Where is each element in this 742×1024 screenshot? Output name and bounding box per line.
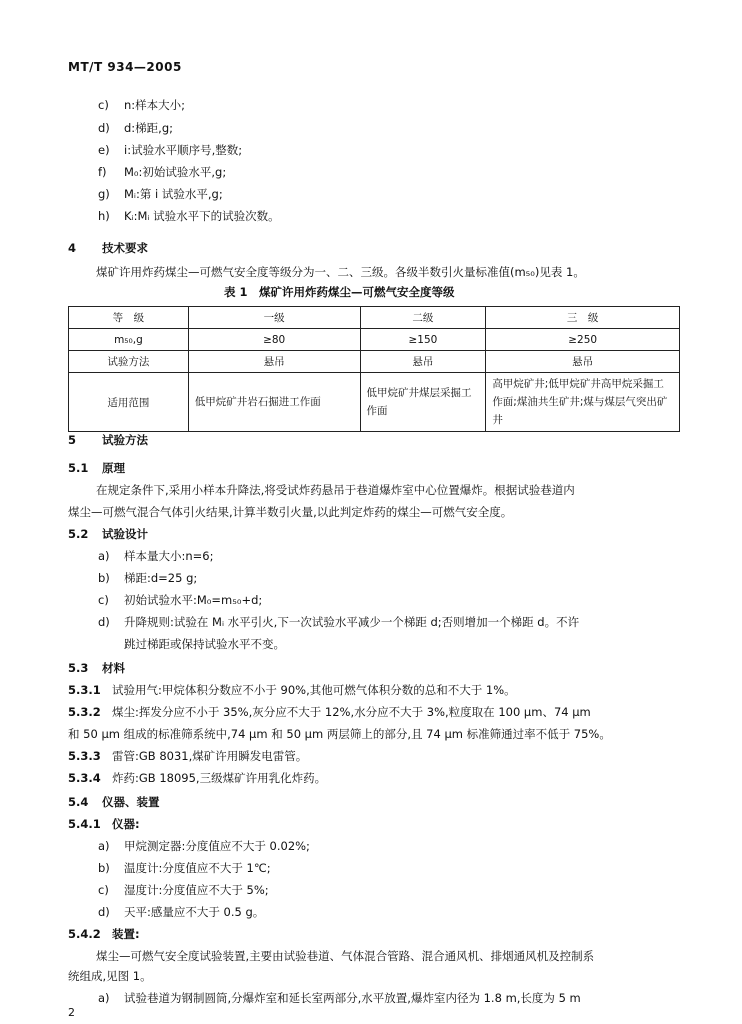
- clause-text: 试验用气:甲烷体积分数应不小于 90%,其他可燃气体积分数的总和不大于 1%。: [112, 683, 516, 697]
- section-number: 5.4.2: [68, 927, 101, 941]
- section-title: 装置:: [112, 927, 140, 941]
- section-title: 原理: [102, 461, 125, 475]
- list-label: d): [98, 905, 110, 919]
- list-text: 初始试验水平:M₀=m₅₀+d;: [124, 593, 263, 607]
- clause-number: 5.3.2: [68, 705, 101, 719]
- list-item: [98, 838, 310, 854]
- section-title: 仪器、装置: [102, 795, 160, 809]
- table-cell: ≥250: [486, 329, 680, 351]
- table-cell: 适用范围: [69, 373, 189, 432]
- table-header-row: [69, 307, 680, 329]
- paragraph-line: 煤尘—可燃气混合气体引火结果,计算半数引火量,以此判定炸药的煤尘—可燃气安全度。: [68, 505, 513, 519]
- paragraph-line: 在规定条件下,采用小样本升降法,将受试炸药悬吊于巷道爆炸室中心位置爆炸。根据试验巷道内: [96, 483, 575, 497]
- page-number: 2: [68, 1006, 75, 1019]
- clause-text: 煤尘:挥发分应不小于 35%,灰分应不大于 12%,水分应不大于 3%,粒度取在 100 μm、74 μm: [112, 705, 591, 719]
- list-item: [98, 97, 185, 113]
- list-item: [98, 164, 226, 180]
- list-text: 升降规则:试验在 Mᵢ 水平引火,下一次试验水平减少一个梯距 d;否则增加一个梯距 d。不许: [124, 615, 580, 629]
- section-number: 4: [68, 241, 77, 255]
- list-text: 湿度计:分度值应不大于 5%;: [124, 883, 269, 897]
- section-4-paragraph: 煤矿许用炸药煤尘—可燃气安全度等级分为一、二、三级。各级半数引火量标准值(m₅₀)见表 1。: [96, 265, 585, 279]
- section-4-heading: [68, 240, 148, 256]
- list-text: 温度计:分度值应不大于 1℃;: [124, 861, 271, 875]
- section-5-2-heading: [68, 526, 148, 542]
- clause-5-3-4: [68, 770, 326, 786]
- table-cell: 悬吊: [360, 351, 486, 373]
- list-text: i:试验水平顺序号,整数;: [124, 143, 243, 157]
- list-item: [98, 990, 581, 1006]
- list-text: d:梯距,g;: [124, 121, 174, 135]
- table-row: [69, 373, 680, 432]
- section-number: 5.4.1: [68, 817, 101, 831]
- list-label: f): [98, 165, 107, 179]
- table-cell: 悬吊: [486, 351, 680, 373]
- clause-text: 炸药:GB 18095,三级煤矿许用乳化炸药。: [112, 771, 327, 785]
- list-label: g): [98, 187, 110, 201]
- section-number: 5.3: [68, 661, 89, 675]
- table-cell: 低甲烷矿井煤层采掘工作面: [360, 373, 486, 432]
- table-cell: 高甲烷矿井;低甲烷矿井高甲烷采掘工作面;煤油共生矿井;煤与煤层气突出矿井: [486, 373, 680, 432]
- list-label: a): [98, 549, 110, 563]
- section-number: 5.1: [68, 461, 89, 475]
- list-item: [98, 592, 262, 608]
- list-item: [98, 120, 173, 136]
- list-text: Mᵢ:第 i 试验水平,g;: [124, 187, 223, 201]
- table-row: [69, 329, 680, 351]
- list-item: [98, 614, 579, 630]
- list-text: 样本量大小:n=6;: [124, 549, 214, 563]
- table-cell: ≥150: [360, 329, 486, 351]
- clause-5-3-1: [68, 682, 516, 698]
- table-caption: 表 1 煤矿许用炸药煤尘—可燃气安全度等级: [224, 285, 455, 299]
- list-text: 天平:感量应不大于 0.5 g。: [124, 905, 265, 919]
- section-5-4-1-heading: [68, 816, 140, 832]
- section-title: 仪器:: [112, 817, 140, 831]
- section-title: 材料: [102, 661, 125, 675]
- list-label: c): [98, 98, 109, 112]
- list-label: b): [98, 571, 110, 585]
- table-header-cell: 等 级: [69, 307, 189, 329]
- list-item: [98, 186, 223, 202]
- section-title: 试验方法: [102, 433, 148, 447]
- section-5-4-2-heading: [68, 926, 140, 942]
- list-label: d): [98, 615, 110, 629]
- table-cell: ≥80: [188, 329, 360, 351]
- section-title: 试验设计: [102, 527, 148, 541]
- list-item: [98, 548, 214, 564]
- clause-5-3-3: [68, 748, 307, 764]
- paragraph-line: 煤尘—可燃气安全度试验装置,主要由试验巷道、气体混合管路、混合通风机、排烟通风机及控制系: [96, 949, 595, 963]
- list-label: h): [98, 209, 110, 223]
- table-cell: m₅₀,g: [69, 329, 189, 351]
- clause-5-3-2: [68, 704, 591, 720]
- clause-continuation: 和 50 μm 组成的标准筛系统中,74 μm 和 50 μm 两层筛上的部分,且 74 μm 标准筛通过率不低于 75%。: [68, 727, 611, 741]
- list-text: 梯距:d=25 g;: [124, 571, 198, 585]
- list-label: a): [98, 839, 110, 853]
- list-item: [98, 570, 197, 586]
- list-label: c): [98, 883, 109, 897]
- list-text: 试验巷道为钢制圆筒,分爆炸室和延长室两部分,水平放置,爆炸室内径为 1.8 m,长度为 5 m: [124, 991, 581, 1005]
- list-text-continuation: 跳过梯距或保持试验水平不变。: [124, 637, 285, 651]
- table-header-cell: 一级: [188, 307, 360, 329]
- list-item: [98, 860, 271, 876]
- list-label: c): [98, 593, 109, 607]
- clause-number: 5.3.3: [68, 749, 101, 763]
- list-label: b): [98, 861, 110, 875]
- section-5-4-heading: [68, 794, 160, 810]
- section-number: 5: [68, 433, 77, 447]
- list-text: M₀:初始试验水平,g;: [124, 165, 227, 179]
- clause-text: 雷管:GB 8031,煤矿许用瞬发电雷管。: [112, 749, 308, 763]
- list-item: [98, 142, 242, 158]
- list-label: d): [98, 121, 110, 135]
- table-cell: 试验方法: [69, 351, 189, 373]
- list-item: [98, 882, 269, 898]
- table-header-cell: 二级: [360, 307, 486, 329]
- table-cell: 悬吊: [188, 351, 360, 373]
- paragraph-line: 统组成,见图 1。: [68, 969, 152, 983]
- clause-number: 5.3.4: [68, 771, 101, 785]
- section-number: 5.2: [68, 527, 89, 541]
- list-text: n:样本大小;: [124, 98, 186, 112]
- safety-grade-table: [68, 306, 680, 432]
- list-text: Kᵢ:Mᵢ 试验水平下的试验次数。: [124, 209, 280, 223]
- table-cell: 低甲烷矿井岩石掘进工作面: [188, 373, 360, 432]
- table-row: [69, 351, 680, 373]
- table-header-cell: 三 级: [486, 307, 680, 329]
- section-5-1-heading: [68, 460, 125, 476]
- standard-id: MT/T 934—2005: [68, 60, 182, 74]
- list-item: [98, 208, 280, 224]
- list-label: a): [98, 991, 110, 1005]
- list-item: [98, 904, 264, 920]
- section-number: 5.4: [68, 795, 89, 809]
- list-text: 甲烷测定器:分度值应不大于 0.02%;: [124, 839, 310, 853]
- clause-number: 5.3.1: [68, 683, 101, 697]
- section-5-heading: [68, 432, 148, 448]
- section-title: 技术要求: [102, 241, 148, 255]
- list-label: e): [98, 143, 110, 157]
- section-5-3-heading: [68, 660, 125, 676]
